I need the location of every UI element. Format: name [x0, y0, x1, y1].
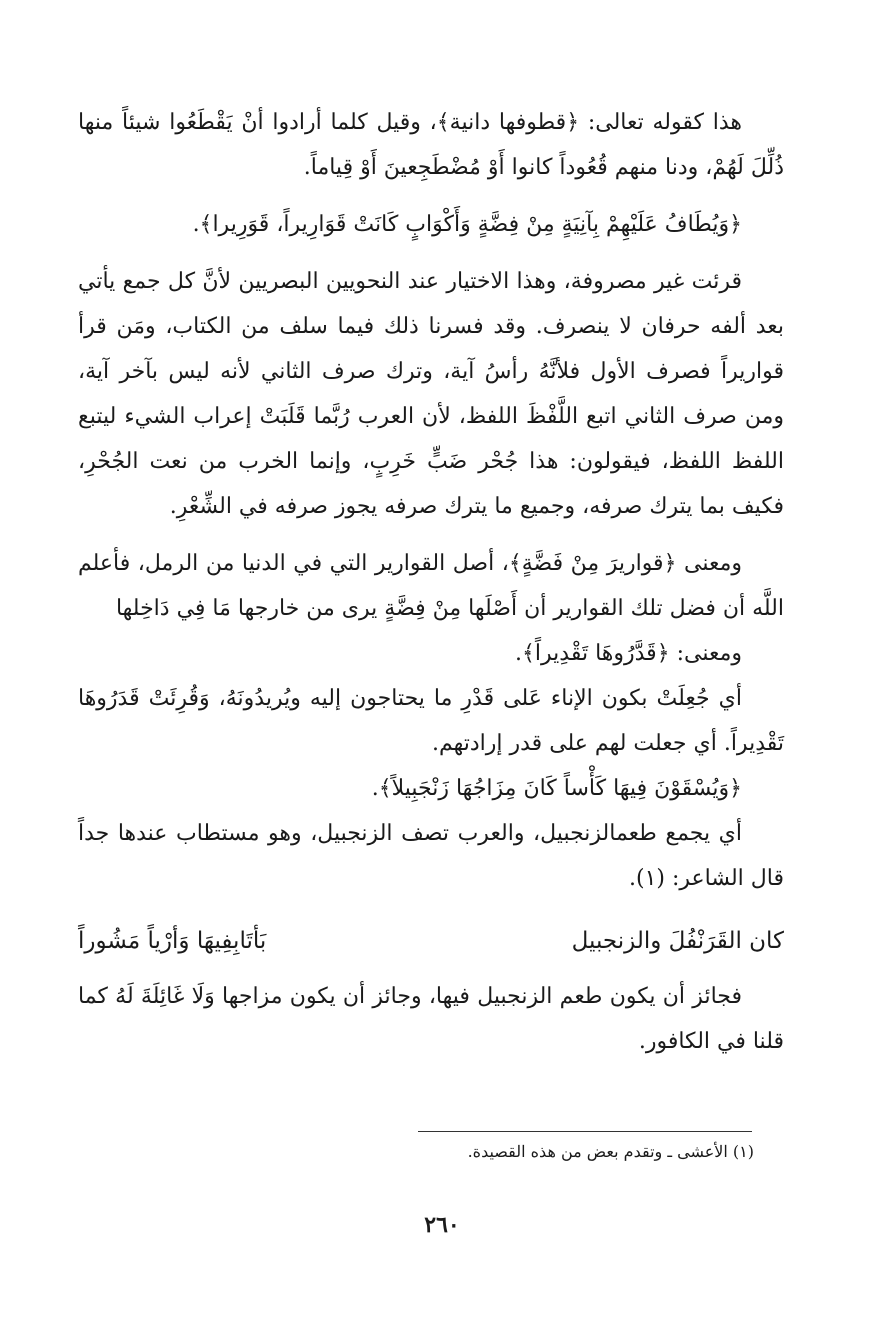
paragraph-grammar: قرئت غير مصروفة، وهذا الاختيار عند النحويين البصريين لأنَّ كل جمع يأتي بعد ألفه حرفان لا ينصرف. وقد فسرنا ذلك فيما سلف من الكتاب، ومَن قرأ قواريراً فصرف الأول فلأنَّهُ رأسُ آية، وترك صرف الثاني لأنه ليس بآخر آية، ومن صرف الثاني اتبع اللَّفْظَ اللفظ، لأن العرب رُبَّما قَلَبَتْ إعراب الشيء ليتبع اللفظ اللفظ، فيقولون: هذا جُحْر ضَبٍّ خَرِبٍ، وإنما الخرب من نعت الجُحْرِ، فكيف بما يترك صرفه، وجميع ما يترك صرفه يجوز صرفه في الشِّعْرِ. — [78, 269, 784, 519]
page-number: ٢٦٠ — [424, 1212, 460, 1238]
poetry-verse — [78, 919, 784, 964]
verse-hemistich-1: كان القَرَنْفُلَ والزنجبيل — [571, 928, 784, 954]
verse-hemistich-2: بَأتَابِفِيهَا وَأرْياً مَشُوراً — [78, 928, 267, 954]
footnote-divider — [418, 1131, 752, 1132]
quran-verse-2: ﴿وَيُسْقَوْنَ فِيهَا كَأْساً كَانَ مِزَاجُهَا زَنْجَبِيلاً﴾. — [371, 776, 742, 801]
paragraph-meaning-2: ومعنى: ﴿قَدَّرُوهَا تَقْدِيراً﴾. — [515, 641, 742, 666]
footnote: (١) الأعشى ـ وتقدم بعض من هذه القصيدة. — [467, 1142, 754, 1161]
body-text — [78, 100, 784, 1064]
quran-verse-1: ﴿وَيُطَافُ عَلَيْهِمْ بِآنِيَةٍ مِنْ فِضَّةٍ وَأَكْوَابٍ كَانَتْ قَوَارِيراً، قَوَرِيرا﴾. — [192, 212, 742, 237]
paragraph-meaning: ومعنى ﴿قواريرَ مِنْ فَضَّةٍ﴾، أصل القوارير التي في الدنيا من الرمل، فأعلم اللَّه أن فضل تلك القوارير أن أَصْلَها مِنْ فِضَّةٍ يرى من خارجها مَا فِي دَاخِلها — [78, 551, 784, 621]
paragraph-explanation: أي جُعِلَتْ بكون الإناء عَلى قَدْرِ ما يحتاجون إليه ويُريدُونَهُ، وَقُرِئَتْ قَدَرُوهَا تَقْدِيراً. أي جعلت لهم على قدر إرادتهم. — [78, 686, 784, 756]
paragraph-1: هذا كقوله تعالى: ﴿قطوفها دانية﴾، وقيل كلما أرادوا أنْ يَقْطَعُوا شيئاً منها ذُلِّلَ لَهُمْ، ودنا منهم قُعُوداً كانوا أَوْ مُضْطَجِعينَ أَوْ قِياماً. — [78, 110, 784, 180]
paragraph-closing: فجائز أن يكون طعم الزنجبيل فيها، وجائز أن يكون مزاجها وَلَا غَائِلَةَ لَهُ كما قلنا في الكافور. — [78, 984, 784, 1054]
paragraph-ginger: أي يجمع طعمالزنجبيل، والعرب تصف الزنجبيل، وهو مستطاب عندها جداً قال الشاعر: (١). — [78, 821, 784, 891]
